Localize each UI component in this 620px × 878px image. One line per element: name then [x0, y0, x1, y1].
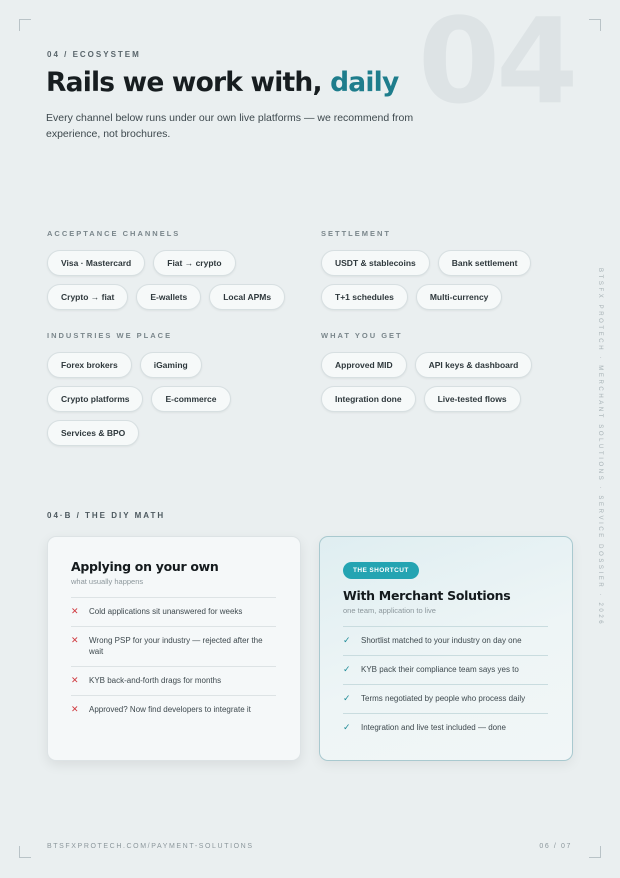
chip-multi-currency: Multi-currency [416, 284, 503, 310]
acceptance-label: ACCEPTANCE CHANNELS [47, 229, 181, 238]
card-own-list [71, 597, 276, 724]
intro-text: Every channel below runs under our own live platforms — we recommend from experience, not brochures. [46, 112, 414, 140]
footer-url: BTSFXPROTECH.COM/PAYMENT-SOLUTIONS [47, 843, 254, 850]
industries-chips [47, 352, 247, 446]
page-title [46, 67, 398, 98]
chip-visa-mastercard: Visa · Mastercard [47, 250, 145, 276]
list-item-text: Cold applications sit unanswered for weeks [89, 607, 243, 616]
list-item-text: KYB pack their compliance team says yes to [361, 665, 519, 674]
list-item [71, 597, 276, 626]
chip-igaming: iGaming [140, 352, 202, 378]
chip-approved-mid: Approved MID [321, 352, 407, 378]
list-item [71, 626, 276, 666]
list-item-text: Approved? Now find developers to integrate it [89, 705, 251, 714]
list-item [343, 684, 548, 713]
corner-mark-top-left [19, 19, 31, 31]
list-item [343, 655, 548, 684]
list-item-text: Terms negotiated by people who process daily [361, 694, 526, 703]
cross-icon: ✕ [71, 675, 79, 685]
list-item-text: KYB back-and-forth drags for months [89, 676, 222, 685]
what-you-get-chips [321, 352, 551, 412]
list-item-text: Integration and live test included — done [361, 723, 506, 732]
corner-mark-bottom-right [589, 846, 601, 858]
settlement-label: SETTLEMENT [321, 229, 391, 238]
card-shortcut-title: With Merchant Solutions [343, 588, 511, 603]
list-item-text: Shortlist matched to your industry on day one [361, 636, 522, 645]
cross-icon: ✕ [71, 606, 79, 616]
chip-services-bpo: Services & BPO [47, 420, 139, 446]
chip-bank-settlement: Bank settlement [438, 250, 532, 276]
check-icon: ✓ [343, 693, 351, 703]
chip-integration-done: Integration done [321, 386, 416, 412]
card-shortcut-subtitle: one team, application to live [343, 606, 436, 615]
shortcut-badge: THE SHORTCUT [343, 562, 419, 579]
chip-crypto-platforms: Crypto platforms [47, 386, 143, 412]
chip-e-commerce: E-commerce [151, 386, 230, 412]
card-merchant-solutions [319, 536, 573, 761]
chip-forex-brokers: Forex brokers [47, 352, 132, 378]
chip-live-tested-flows: Live-tested flows [424, 386, 521, 412]
industries-label: INDUSTRIES WE PLACE [47, 331, 173, 340]
footer-page-number: 06 / 07 [539, 843, 572, 850]
chip-api-keys-dashboard: API keys & dashboard [415, 352, 533, 378]
chip-local-apms: Local APMs [209, 284, 285, 310]
corner-mark-top-right [589, 19, 601, 31]
check-icon: ✓ [343, 635, 351, 645]
acceptance-chips [47, 250, 297, 310]
corner-mark-bottom-left [19, 846, 31, 858]
chip-crypto-to-fiat: Crypto → fiat [47, 284, 128, 310]
card-own-title: Applying on your own [71, 559, 219, 574]
chip-t1-schedules: T+1 schedules [321, 284, 408, 310]
card-own-subtitle: what usually happens [71, 577, 144, 586]
list-item [343, 713, 548, 742]
chip-e-wallets: E-wallets [136, 284, 201, 310]
list-item [71, 695, 276, 724]
card-applying-own [47, 536, 301, 761]
what-you-get-label: WHAT YOU GET [321, 331, 403, 340]
diy-eyebrow: 04·B / THE DIY MATH [47, 511, 166, 520]
check-icon: ✓ [343, 664, 351, 674]
title-accent: daily [330, 67, 399, 98]
chip-usdt-stablecoins: USDT & stablecoins [321, 250, 430, 276]
title-main: Rails we work with, [46, 67, 331, 98]
list-item-text: Wrong PSP for your industry — rejected after the wait [89, 636, 263, 656]
cross-icon: ✕ [71, 704, 79, 714]
card-shortcut-list [343, 626, 548, 742]
list-item [71, 666, 276, 695]
list-item [343, 626, 548, 655]
section-eyebrow: 04 / ECOSYSTEM [47, 50, 141, 59]
settlement-chips [321, 250, 551, 310]
section-number: 04 [418, 0, 575, 130]
cross-icon: ✕ [71, 635, 79, 645]
chip-fiat-to-crypto: Fiat → crypto [153, 250, 235, 276]
check-icon: ✓ [343, 722, 351, 732]
side-running-text: BTSFX PROTECH · MERCHANT SOLUTIONS · SERVICE DOSSIER · 2026 [597, 268, 603, 627]
